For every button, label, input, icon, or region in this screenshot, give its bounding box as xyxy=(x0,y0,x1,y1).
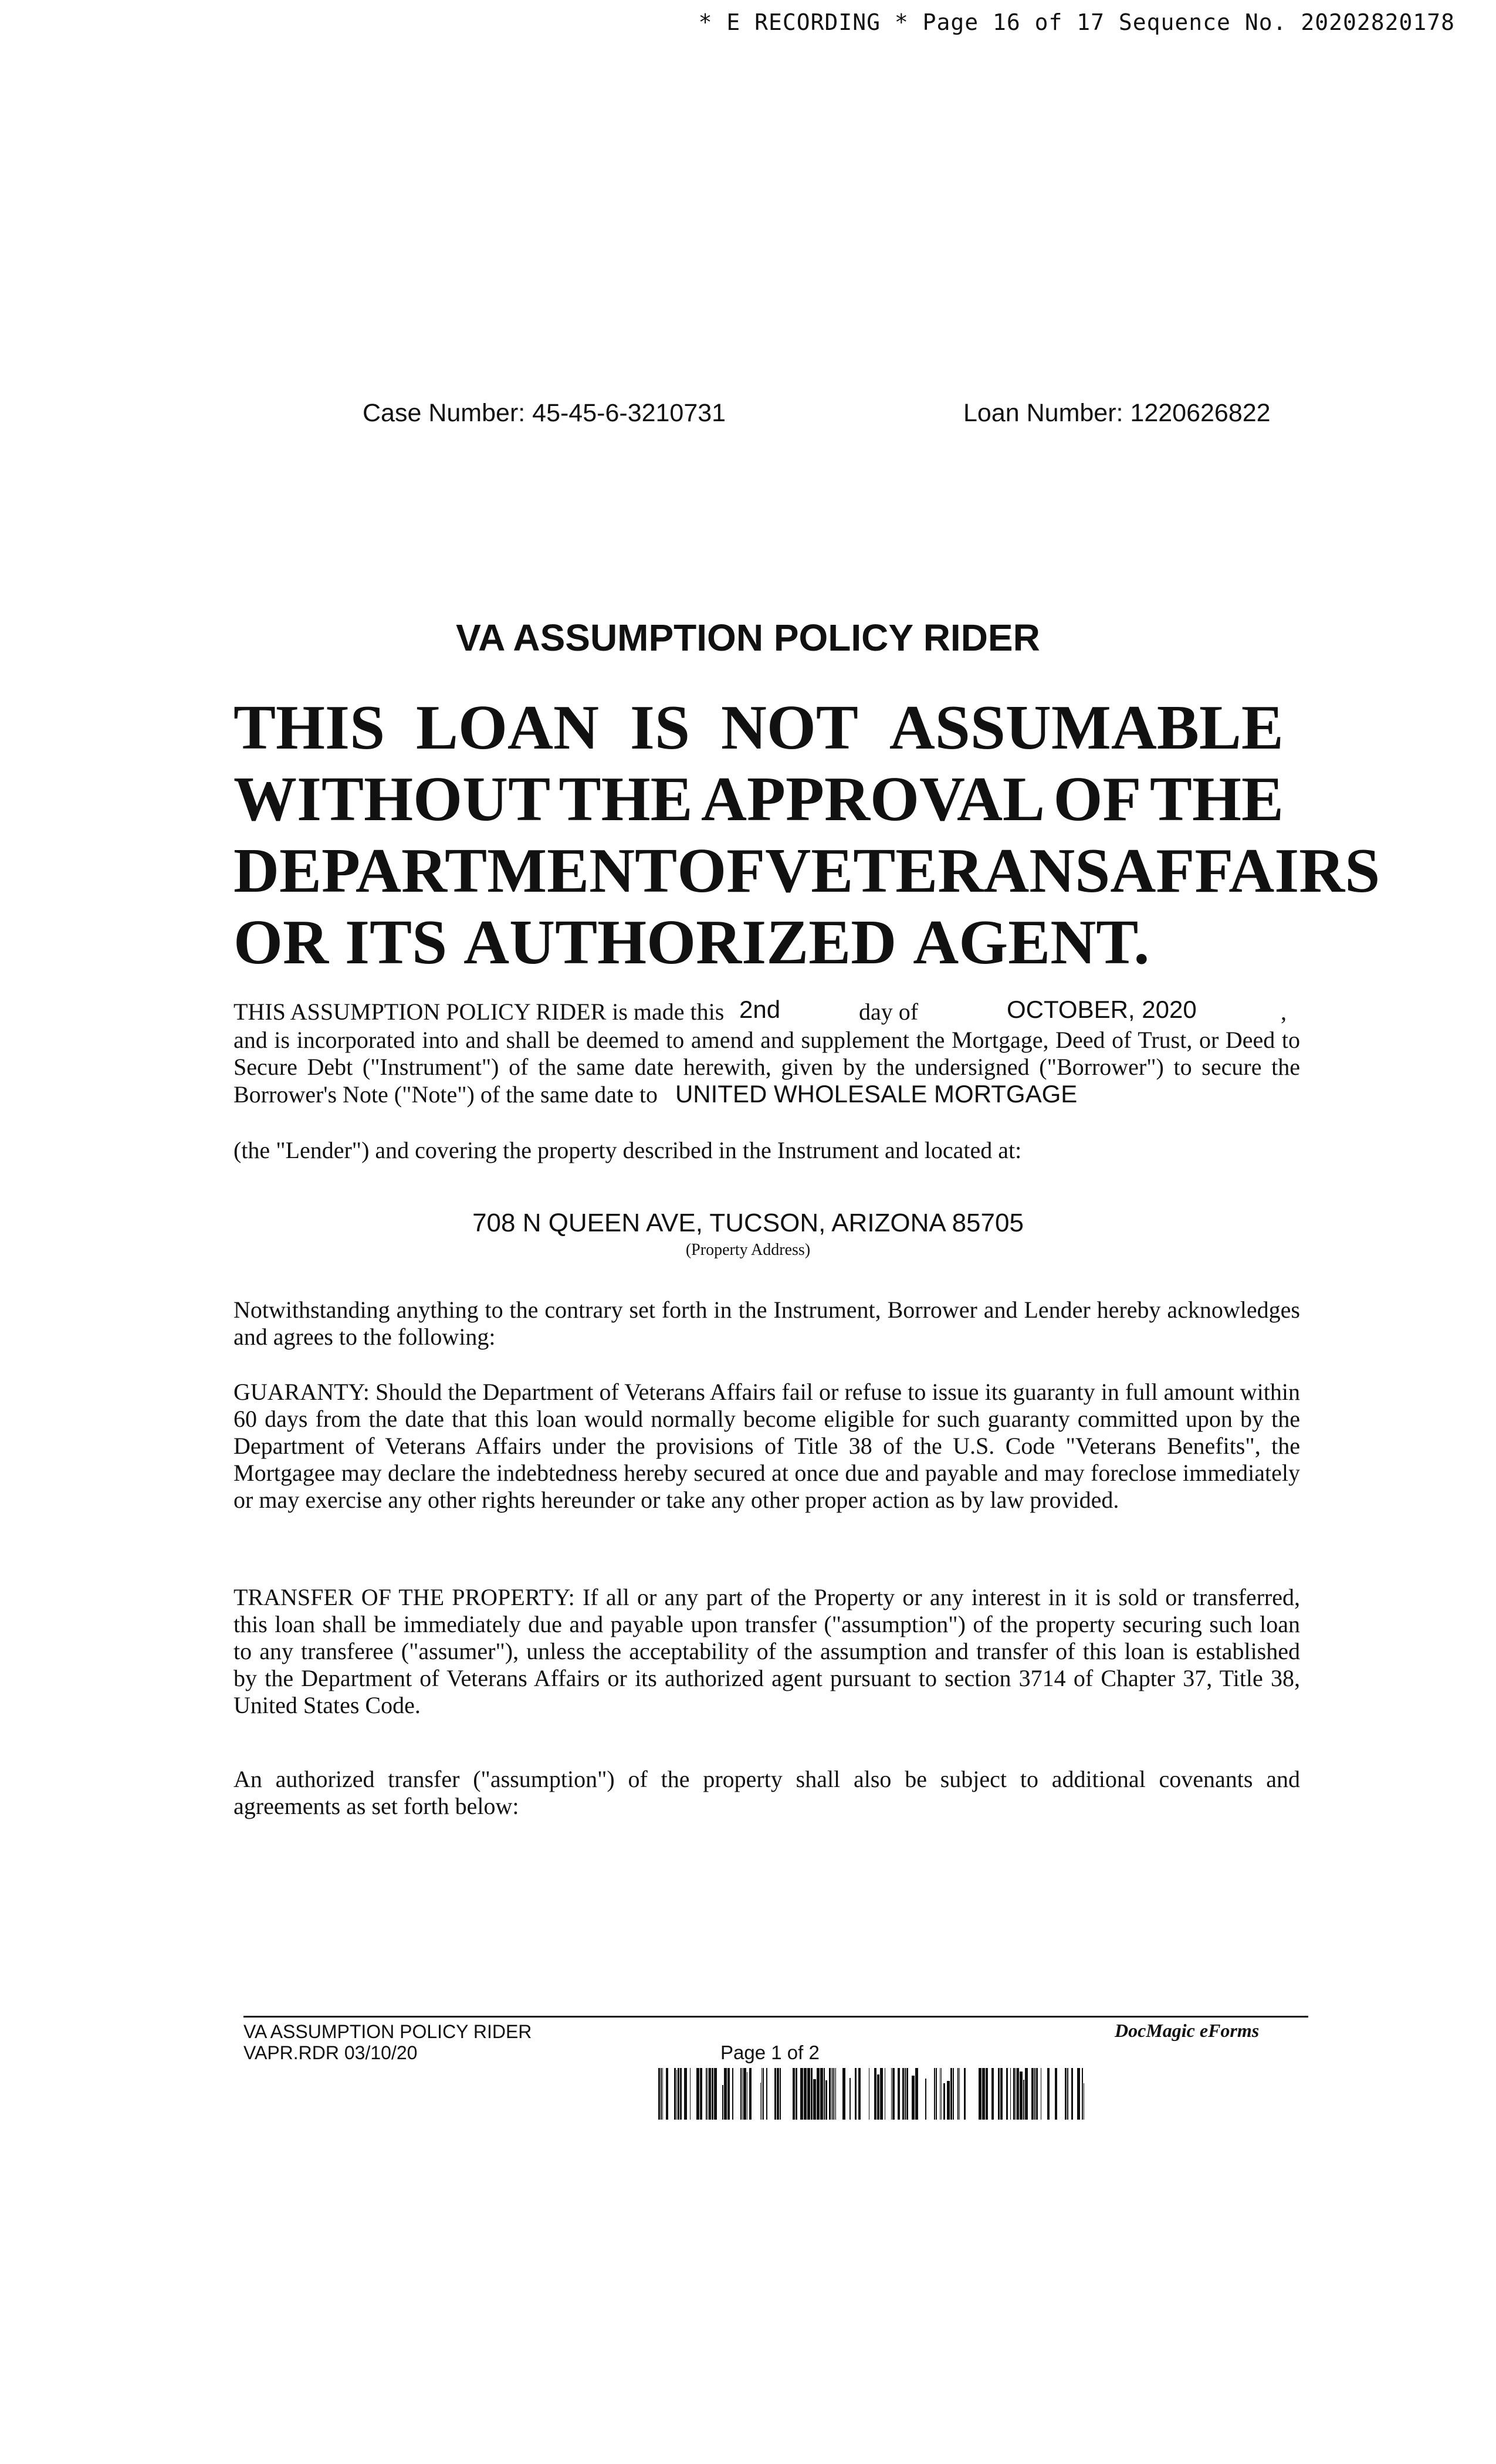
intro-lead: THIS ASSUMPTION POLICY RIDER is made this xyxy=(233,999,725,1025)
day-of-label: day of xyxy=(859,999,919,1025)
barcode-bar xyxy=(898,2068,900,2120)
barcode-bar xyxy=(678,2068,679,2120)
warning-word: WITHOUT xyxy=(233,764,551,834)
property-address: 708 N QUEEN AVE, TUCSON, ARIZONA 85705 xyxy=(472,1209,1024,1237)
barcode-bar xyxy=(906,2068,908,2120)
barcode-bar xyxy=(1013,2068,1015,2120)
barcode-bar xyxy=(709,2068,711,2120)
barcode-bar xyxy=(661,2068,662,2120)
barcode-bar xyxy=(855,2068,857,2120)
barcode-bar xyxy=(800,2068,803,2120)
footer-form-title: VA ASSUMPTION POLICY RIDER xyxy=(243,2021,532,2042)
barcode-bar xyxy=(700,2068,702,2120)
warning-word: LOAN xyxy=(416,693,600,763)
warning-line xyxy=(233,835,1380,907)
barcode-bar xyxy=(696,2068,699,2120)
barcode-bar xyxy=(905,2068,906,2120)
warning-word: OF xyxy=(677,836,766,906)
barcode-bar xyxy=(674,2068,676,2120)
docmagic-logo: DocMagic eForms xyxy=(1115,2020,1260,2041)
barcode-bar xyxy=(740,2068,742,2120)
barcode-bar xyxy=(1025,2068,1028,2120)
barcode-bar xyxy=(858,2068,861,2120)
barcode-bar xyxy=(1020,2072,1023,2120)
barcode-bar xyxy=(724,2068,727,2120)
assumability-warning xyxy=(233,692,1380,979)
barcode-bar xyxy=(934,2068,935,2120)
barcode-bar xyxy=(824,2068,825,2120)
barcode-bar xyxy=(943,2083,945,2120)
warning-line xyxy=(233,907,1284,979)
barcode-bar xyxy=(915,2068,918,2120)
barcode-bar xyxy=(953,2068,954,2120)
barcode-bar xyxy=(947,2081,950,2120)
warning-word: OR xyxy=(233,908,329,977)
barcode-bar xyxy=(964,2068,966,2120)
rider-day-value: 2nd xyxy=(739,996,781,1023)
authorized-transfer-paragraph: An authorized transfer ("assumption") of the property shall also be subject to additional covenants and agreements as set forth below: xyxy=(233,1766,1300,1819)
footer-form-code: VAPR.RDR 03/10/20 xyxy=(243,2042,418,2063)
barcode-bar xyxy=(991,2068,994,2120)
barcode-bar xyxy=(676,2070,677,2120)
barcode-bar xyxy=(835,2068,836,2120)
barcode-bar xyxy=(832,2068,834,2120)
barcode-bar xyxy=(925,2079,926,2120)
barcode-bar xyxy=(749,2068,752,2120)
barcode-bar xyxy=(1065,2068,1067,2120)
barcode-bar xyxy=(842,2068,845,2120)
barcode-bar xyxy=(1000,2068,1003,2120)
barcode-bar xyxy=(727,2068,730,2120)
document-title: VA ASSUMPTION POLICY RIDER xyxy=(456,617,1040,659)
barcode-bar xyxy=(1071,2068,1073,2120)
warning-word: ASSUMABLE xyxy=(889,693,1284,763)
barcode-bar xyxy=(780,2068,781,2120)
barcode-bar xyxy=(936,2068,937,2120)
barcode-bar xyxy=(982,2068,985,2120)
barcode-bar xyxy=(817,2068,820,2120)
footer-divider xyxy=(243,2016,1308,2018)
barcode-bar xyxy=(902,2068,904,2120)
barcode-bar xyxy=(743,2068,746,2120)
barcode-bar xyxy=(831,2068,832,2120)
loan-number: Loan Number: 1220626822 xyxy=(963,399,1271,427)
barcode-bar xyxy=(796,2068,797,2120)
rider-date-value: OCTOBER, 2020 xyxy=(1007,996,1197,1023)
barcode-bar xyxy=(680,2068,682,2120)
warning-word: AUTHORIZED xyxy=(463,908,897,977)
barcode-bar xyxy=(1006,2068,1008,2120)
barcode-bar xyxy=(761,2068,762,2120)
barcode-bar xyxy=(1036,2068,1038,2120)
barcode-bar xyxy=(1010,2068,1011,2120)
barcode-bar xyxy=(690,2068,691,2120)
barcode-bar xyxy=(811,2068,813,2120)
barcode-bar xyxy=(912,2076,915,2120)
barcode-bar xyxy=(793,2068,795,2120)
barcode-bar xyxy=(941,2068,942,2120)
warning-word: APPROVAL xyxy=(701,764,1045,834)
date-comma: , xyxy=(1281,999,1287,1025)
barcode-bar xyxy=(891,2068,892,2120)
barcode-bar xyxy=(957,2068,959,2120)
barcode-bar xyxy=(712,2068,713,2120)
barcode-bar xyxy=(706,2068,707,2120)
barcode-bar xyxy=(950,2068,952,2120)
warning-word: OF xyxy=(1053,764,1142,834)
warning-word: AGENT. xyxy=(913,908,1150,977)
barcode-bar xyxy=(1031,2068,1034,2120)
barcode-bar xyxy=(763,2068,764,2120)
warning-word: VETERANS xyxy=(765,836,1111,906)
intro-first-line xyxy=(233,996,1300,1025)
barcode-bar xyxy=(714,2068,717,2120)
barcode-bar xyxy=(742,2068,743,2120)
case-number: Case Number: 45-45-6-3210731 xyxy=(363,399,726,427)
lender-paragraph: (the "Lender") and covering the property described in the Instrument and located at: xyxy=(233,1137,1022,1163)
barcode-image xyxy=(658,2068,1084,2120)
notwithstanding-paragraph: Notwithstanding anything to the contrary set forth in the Instrument, Borrower and Lender hereby acknowledges and agrees to the following: xyxy=(233,1297,1300,1350)
transfer-paragraph: TRANSFER OF THE PROPERTY: If all or any part of the Property or any interest in it is sold or transferred, this loan shall be immediately due and payable upon transfer ("assumption") of the property securing such loan to any transferee ("assumer"), unless the acceptability of the assumption and transfer of this loan is established by the Department of Veterans Affairs or its authorized agent pursuant to section 3714 of Chapter 37, Title 38, United States Code. xyxy=(233,1584,1300,1718)
barcode-bar xyxy=(774,2068,776,2120)
warning-word: ITS xyxy=(345,908,448,977)
barcode-bar xyxy=(829,2068,831,2120)
barcode-bar xyxy=(804,2068,807,2120)
lender-name: UNITED WHOLESALE MORTGAGE xyxy=(675,1080,1078,1108)
warning-word: THIS xyxy=(233,693,385,763)
barcode-bar xyxy=(1023,2080,1024,2120)
barcode-bar xyxy=(732,2068,733,2120)
guaranty-paragraph: GUARANTY: Should the Department of Veterans Affairs fail or refuse to issue its guaranty in full amount within 60 days from the date that this loan would normally become eligible for such guaranty committed upon by the Department of Veterans Affairs under the provisions of Title 38 of the U.S. Code "Veterans Benefits", the Mortgagee may declare the indebtedness hereby secured at once due and payable and may foreclose immediately or may exercise any other rights hereunder or take any other proper action as by law provided. xyxy=(233,1379,1300,1513)
barcode-bar xyxy=(834,2068,835,2120)
barcode-bar xyxy=(766,2068,767,2120)
barcode-bar xyxy=(777,2068,779,2120)
barcode-bar xyxy=(1077,2068,1080,2120)
barcode-bar xyxy=(662,2068,663,2120)
barcode-bar xyxy=(849,2078,851,2120)
barcode-bar xyxy=(1047,2068,1050,2120)
warning-word: THE xyxy=(559,764,693,834)
warning-word: AFFAIRS xyxy=(1110,836,1380,906)
barcode-bar xyxy=(880,2068,883,2120)
barcode-bar xyxy=(666,2068,668,2120)
barcode-bar xyxy=(658,2068,660,2120)
warning-line xyxy=(233,764,1284,835)
warning-word: DEPARTMENT xyxy=(233,836,678,906)
barcode-bar xyxy=(1055,2068,1057,2120)
barcode-bar xyxy=(825,2080,827,2120)
barcode-bar xyxy=(892,2068,895,2120)
barcode-bar xyxy=(684,2068,687,2120)
barcode-bar xyxy=(807,2068,810,2120)
barcode-bar xyxy=(979,2068,981,2120)
warning-word: THE xyxy=(1149,764,1284,834)
barcode-bar xyxy=(874,2068,876,2120)
barcode-bar xyxy=(813,2079,816,2120)
barcode-bar xyxy=(1034,2068,1035,2120)
barcode-bar xyxy=(722,2085,723,2120)
warning-word: NOT xyxy=(720,693,858,763)
barcode-bar xyxy=(820,2068,823,2120)
barcode-bar xyxy=(760,2083,761,2120)
footer-page-number: Page 1 of 2 xyxy=(720,2042,820,2063)
barcode-bar xyxy=(998,2068,1000,2120)
barcode-bar xyxy=(877,2074,879,2120)
property-address-label: (Property Address) xyxy=(685,1241,811,1259)
barcode-bar xyxy=(1067,2068,1068,2120)
intro-paragraph xyxy=(233,1027,1300,1108)
barcode-bar xyxy=(1017,2068,1019,2120)
barcode-bar xyxy=(1082,2068,1083,2120)
warning-word: IS xyxy=(629,693,691,763)
recording-header: * E RECORDING * Page 16 of 17 Sequence No. 20202820178 xyxy=(698,9,1455,35)
intro-body-text: and is incorporated into and shall be deemed to amend and supplement the Mortgage, Deed of Trust, or Deed to Secure Debt ("Instrument") of the same date herewith, given by the undersigned ("Borrower") to secure the Borrower's Note ("Note") of the same date to xyxy=(233,1027,1300,1108)
barcode-bar xyxy=(986,2068,988,2120)
warning-line xyxy=(233,692,1284,764)
barcode-bar xyxy=(959,2068,960,2120)
